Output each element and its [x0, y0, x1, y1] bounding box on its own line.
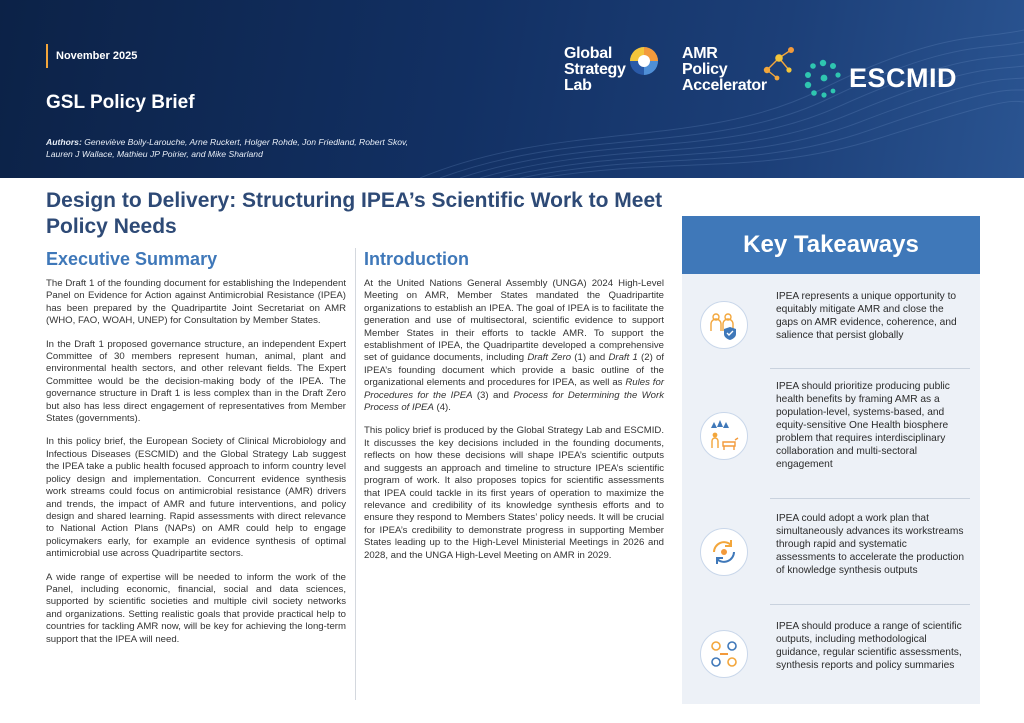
doc-reference: Draft Zero [527, 352, 572, 364]
paragraph: In this policy brief, the European Society of Clinical Microbiology and Infectious Diseases (ESCMID) and the Global Strategy Lab suggest the IPEA take a public health focused approach to inform country level policy design and implementation. Concurrent evidence synthesis work streams could focus on antimicrobial resistance (AMR) drivers and trends, the impact of AMR and future interventions, and policy design and shared learning. Rapid assessments with direct relevance to National Action Plans (NAPs) on AMR could help to engage policymakers early, for example an evidence synthesis of optimal antimicrobial use across Quadripartite sectors. [46, 436, 346, 560]
publication-date: November 2025 [56, 50, 138, 62]
one-health-icon [700, 412, 748, 460]
gsl-globe-icon [622, 39, 666, 83]
takeaway-text: IPEA should prioritize producing public health benefits by framing AMR as a population-level, systems-based, and equity-sensitive One Health biosphere problem that requires interdisciplinary collaboration and multi-sectoral engagement [776, 381, 950, 470]
authors-names: Geneviève Boily-Larouche, Arne Ruckert, Holger Rohde, Jon Friedland, Robert Skov, Lauren J Wallace, Mathieu JP Poirier, and Mike Sharland [46, 137, 409, 159]
introduction-body [364, 278, 664, 573]
takeaway-text: IPEA should produce a range of scientific outputs, including methodological guidance, regular scientific assessments, synthesis reports and policy summaries [776, 621, 962, 671]
executive-summary-heading: Executive Summary [46, 249, 218, 269]
takeaway-text: IPEA could adopt a work plan that simultaneously advances its workstreams through rapid and systematic assessments to accelerate the production of knowledge synthesis outputs [776, 513, 965, 576]
key-takeaways-panel [682, 216, 980, 704]
date-accent-bar [46, 44, 48, 68]
introduction-heading: Introduction [364, 249, 469, 269]
escmid-logo: ESCMID [803, 58, 957, 98]
paragraph: This policy brief is produced by the Global Strategy Lab and ESCMID. It discusses the key decisions included in the founding documents, reflects on how these decisions will shape IPEA’s scientific outputs and suggests an approach and timeline to structure IPEA’s scientific program of work. It also proposes topics for scientific assessments that IPEA could tackle in its first years of operation to maximize the relevance and credibility of its knowledge synthesis efforts and to ensure they respond to Members States’ policy needs. It will be crucial for IPEA’s credibility to demonstrate progress in supporting Member States leading up to the High-Level Ministerial Meetings in 2026 and 2028, and the UNGA High-Level Meeting on AMR in 2029. [364, 425, 664, 561]
doc-reference: Draft 1 [608, 352, 638, 364]
key-takeaways-heading: Key Takeaways [682, 216, 980, 274]
people-shield-icon [700, 301, 748, 349]
paragraph: In the Draft 1 proposed governance structure, an independent Expert Committee of 30 members represent human, animal, plant and environmental health sectors, and other relevant fields. The Expert Committee would be the decision-making body of the IPEA. The governance structure in Draft 1 is less complex than in the Draft Zero but also has less direct engagement of representatives from Member States (governments). [46, 338, 346, 425]
amr-policy-accelerator-logo: AMR Policy Accelerator [682, 46, 799, 94]
doc-reference: Process for Determining the Work Process of IPEA [364, 389, 665, 414]
takeaway-item [682, 612, 980, 698]
paragraph: At the United Nations General Assembly (UNGA) 2024 High-Level Meeting on AMR, Member States mandated the Quadripartite organizations to establish an IPEA. The goal of IPEA is to facilitate the generation and use of multisectoral, scientific evidence to support Member States in their efforts to tackle AMR. To support the establishment of IPEA, the Quadripartite developed a comprehensive set of guidance documents, including Draft Zero (1) and Draft 1 (2) of IPEA’s founding document which provide a basic outline of the organizational elements and procedures for IPEA, as well as Rules for Procedures for the IPEA (3) and Process for Determining the Work Process of IPEA (4). [364, 278, 665, 414]
takeaway-item [682, 506, 980, 602]
escmid-dots-icon [803, 58, 843, 98]
takeaway-divider [770, 498, 970, 499]
brief-label: GSL Policy Brief [46, 92, 195, 113]
paragraph: A wide range of expertise will be needed to inform the work of the Panel, including economic, financial, social and data sciences, supported by scientific societies and multiple civil society networks and organizations. Setting realistic goals that provide practical help to countries for tackling AMR now, will be key for achieving the long-term support that the IPEA will need. [46, 571, 346, 645]
authors-label: Authors: [46, 137, 82, 147]
takeaway-divider [770, 368, 970, 369]
workstream-cycle-icon [700, 528, 748, 576]
executive-summary-body [46, 278, 346, 657]
takeaway-text: IPEA represents a unique opportunity to equitably mitigate AMR and close the gaps on AMR evidence, coherence, and salience that persist globally [776, 291, 957, 341]
doc-reference: Rules for Procedures for the IPEA [364, 377, 665, 401]
paragraph: The Draft 1 of the founding document for establishing the Independent Panel on Evidence for Action against Antimicrobial Resistance (IPEA) has been prepared by the Quadripartite Joint Secretariat on AMR (WHO, FAO, WOAH, UNEP) for Consultation by Member States. [46, 278, 346, 327]
takeaway-divider [770, 604, 970, 605]
authors-line [46, 136, 426, 160]
takeaway-item [682, 282, 980, 368]
document-title: Design to Delivery: Structuring IPEA’s Scientific Work to Meet Policy Needs [46, 189, 663, 238]
global-strategy-lab-logo: Global Strategy Lab [564, 46, 666, 94]
network-nodes-icon [753, 40, 799, 86]
collaboration-icon [700, 630, 748, 678]
column-divider [355, 248, 356, 700]
header-banner [0, 0, 1024, 178]
takeaway-item [682, 376, 980, 496]
